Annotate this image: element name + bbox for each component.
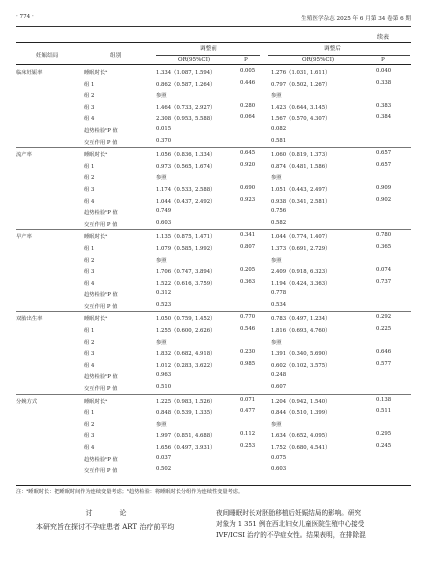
table-row xyxy=(16,218,411,230)
or-after: 0.082 xyxy=(271,125,287,132)
or-before: 1.706（0.747, 3.894） xyxy=(156,269,216,276)
journal-title: 生殖医学杂志 2025 年 6 月第 34 卷第 6 期 xyxy=(301,16,411,22)
row-label: 趋势检验ᵇP 值 xyxy=(84,127,118,134)
col-after-header: 调整后 xyxy=(324,46,341,52)
row-label: 趋势检验ᵇP 值 xyxy=(84,374,118,381)
p-after: 0.245 xyxy=(376,443,392,449)
or-before: 参照 xyxy=(156,175,167,182)
results-table-body xyxy=(16,66,411,476)
outcome-group xyxy=(16,394,411,476)
table-row xyxy=(16,464,411,476)
or-after: 参照 xyxy=(271,93,282,100)
p-after: 0.646 xyxy=(376,349,392,356)
row-label: 睡眠时长ᵃ xyxy=(84,316,108,323)
row-label: 睡眠时长ᵃ xyxy=(84,152,108,159)
or-after: 1.276（1.031, 1.611） xyxy=(271,70,331,76)
or-before: 1.464（0.733, 2.927） xyxy=(156,104,216,111)
or-after: 1.051（0.443, 2.497） xyxy=(271,186,331,193)
or-after: 1.752（0.680, 4.541） xyxy=(271,445,331,451)
running-header xyxy=(16,12,411,27)
p-after: 0.909 xyxy=(376,184,392,191)
before-subrule xyxy=(156,55,260,56)
p-after: 0.295 xyxy=(376,431,392,438)
p-before: 0.363 xyxy=(240,278,256,285)
p-after: 0.780 xyxy=(376,232,392,239)
table-row xyxy=(16,312,411,324)
row-label: 交互作用 P 值 xyxy=(84,303,118,310)
row-label: 组 1 xyxy=(84,81,95,88)
p-before: 0.446 xyxy=(240,79,256,86)
p-before: 0.923 xyxy=(240,196,256,203)
discussion-title: 讨 论 xyxy=(85,509,137,517)
row-label: 睡眠时长ᵃ xyxy=(84,398,108,405)
or-before: 0.502 xyxy=(156,466,172,473)
or-after: 参照 xyxy=(271,257,282,264)
table-row xyxy=(16,300,411,312)
or-before: 1.225（0.983, 1.526） xyxy=(156,398,216,405)
or-after: 2.409（0.918, 6.323） xyxy=(271,269,331,276)
or-after: 0.603 xyxy=(271,466,287,473)
table-row xyxy=(16,382,411,394)
or-after: 0.844（0.510, 1.399） xyxy=(271,410,331,417)
or-before: 0.510 xyxy=(156,384,172,391)
row-label: 组 3 xyxy=(84,186,95,193)
p-before: 0.005 xyxy=(240,68,256,74)
table-row xyxy=(16,406,411,418)
or-after: 0.756 xyxy=(271,208,287,215)
or-before: 1.044（0.437, 2.492） xyxy=(156,198,216,205)
table-row xyxy=(16,66,411,78)
p-after: 0.338 xyxy=(376,79,392,86)
outcome-group xyxy=(16,66,411,147)
or-before: 参照 xyxy=(156,339,167,346)
row-label: 趋势检验ᵇP 值 xyxy=(84,292,118,299)
right-line-1: 夜间睡眠时长对胚胎移植后妊娠结局的影响。研究 xyxy=(216,509,362,517)
right-line-2: 对象为 1 351 例在西北妇女儿童医院生殖中心接受 xyxy=(216,520,365,528)
row-label: 组 1 xyxy=(84,328,95,335)
p-before: 0.205 xyxy=(240,267,256,274)
table-row xyxy=(16,441,411,453)
p-after: 0.657 xyxy=(376,161,392,168)
or-before: 0.015 xyxy=(156,125,172,132)
table-row xyxy=(16,395,411,407)
table-row xyxy=(16,359,411,371)
or-after: 1.044（0.774, 1.407） xyxy=(271,234,331,241)
table-row xyxy=(16,347,411,359)
or-after: 0.248 xyxy=(271,372,287,379)
table-row xyxy=(16,418,411,430)
p-after: 0.074 xyxy=(376,267,392,274)
table-row xyxy=(16,195,411,207)
col-or-before-header: OR(95%CI) xyxy=(178,57,211,63)
outcome-name: 分娩方式 xyxy=(16,398,38,405)
p-before: 0.985 xyxy=(240,360,256,367)
p-before: 0.341 xyxy=(240,232,256,239)
or-before: 0.312 xyxy=(156,290,172,297)
or-before: 1.174（0.533, 2.588） xyxy=(156,186,216,193)
after-subrule xyxy=(268,55,410,56)
row-label: 组 4 xyxy=(84,280,95,287)
p-before: 0.690 xyxy=(240,184,256,191)
p-before: 0.112 xyxy=(240,431,256,438)
row-label: 趋势检验ᵇP 值 xyxy=(84,456,118,463)
col-p-before-header: P xyxy=(244,57,248,63)
or-before: 参照 xyxy=(156,421,167,428)
row-label: 组 3 xyxy=(84,269,95,276)
row-label: 组 1 xyxy=(84,163,95,170)
table-row xyxy=(16,370,411,382)
table-row xyxy=(16,160,411,172)
or-after: 0.778 xyxy=(271,290,287,297)
table-row xyxy=(16,230,411,242)
row-label: 组 3 xyxy=(84,351,95,358)
row-label: 交互作用 P 值 xyxy=(84,139,118,146)
discussion-section xyxy=(22,508,200,533)
table-row xyxy=(16,254,411,266)
or-after: 1.816（0.693, 4.760） xyxy=(271,328,331,335)
p-after: 0.384 xyxy=(376,114,392,121)
p-before: 0.280 xyxy=(240,102,256,109)
p-before: 0.071 xyxy=(240,396,256,403)
or-before: 1.522（0.616, 3.759） xyxy=(156,280,216,287)
outcome-name: 双胎出生率 xyxy=(16,316,43,323)
or-before: 1.656（0.497, 3.931） xyxy=(156,445,216,451)
or-after: 0.582 xyxy=(271,219,287,226)
or-after: 参照 xyxy=(271,421,282,428)
p-after: 0.138 xyxy=(376,396,392,403)
or-after: 0.874（0.481, 1.586） xyxy=(271,163,331,170)
table-row xyxy=(16,136,411,148)
table-row xyxy=(16,89,411,101)
table-top-rule xyxy=(16,42,411,43)
or-before: 0.973（0.565, 1.674） xyxy=(156,163,216,170)
row-label: 组 2 xyxy=(84,421,95,428)
or-before: 0.749 xyxy=(156,208,172,215)
row-label: 组 2 xyxy=(84,175,95,182)
outcome-group xyxy=(16,311,411,393)
or-before: 1.832（0.682, 4.918） xyxy=(156,351,216,358)
row-label: 组 4 xyxy=(84,445,95,451)
or-after: 1.423（0.644, 3.145） xyxy=(271,104,331,111)
p-before: 0.546 xyxy=(240,326,256,333)
row-label: 趋势检验ᵇP 值 xyxy=(84,210,118,217)
or-after: 1.634（0.652, 4.095） xyxy=(271,433,331,440)
table-row xyxy=(16,206,411,218)
col-before-header: 调整前 xyxy=(200,46,217,52)
table-row xyxy=(16,112,411,124)
or-before: 0.523 xyxy=(156,301,172,308)
table-bottom-rule xyxy=(16,485,411,486)
table-row xyxy=(16,183,411,195)
or-before: 0.037 xyxy=(156,454,172,461)
row-label: 组 1 xyxy=(84,410,95,417)
row-label: 组 4 xyxy=(84,198,95,205)
table-row xyxy=(16,78,411,90)
p-after: 0.383 xyxy=(376,102,392,109)
or-after: 0.581 xyxy=(271,137,287,144)
or-after: 0.797（0.502, 1.267） xyxy=(271,81,331,88)
row-label: 组 3 xyxy=(84,104,95,111)
col-group-header: 组别 xyxy=(110,53,122,59)
table-row xyxy=(16,277,411,289)
table-footnote: 注：ᵃ睡眠时长：把睡眠时间作为连续变量考虑；ᵇ趋势检验：将睡眠时长分组作为连续性变量考虑。 xyxy=(16,489,244,495)
or-before: 1.050（0.759, 1.452） xyxy=(156,316,216,323)
table-row xyxy=(16,336,411,348)
or-before: 0.848（0.539, 1.335） xyxy=(156,410,216,417)
row-label: 交互作用 P 值 xyxy=(84,221,118,228)
discussion-paragraph: 本研究旨在探讨不孕症患者 ART 治疗前平均 xyxy=(36,523,175,531)
table-row xyxy=(16,265,411,277)
or-before: 1.056（0.836, 1.334） xyxy=(156,152,216,159)
p-after: 0.902 xyxy=(376,196,392,203)
row-label: 组 2 xyxy=(84,93,95,100)
row-label: 组 1 xyxy=(84,245,95,252)
table-row xyxy=(16,324,411,336)
p-after: 0.365 xyxy=(376,243,392,250)
or-after: 0.602（0.102, 3.575） xyxy=(271,362,331,369)
row-label: 睡眠时长ᵃ xyxy=(84,234,108,241)
table-row xyxy=(16,101,411,113)
row-label: 组 2 xyxy=(84,257,95,264)
p-before: 0.064 xyxy=(240,114,256,121)
row-label: 组 4 xyxy=(84,116,95,123)
table-row xyxy=(16,288,411,300)
row-label: 组 3 xyxy=(84,433,95,440)
p-after: 0.292 xyxy=(376,314,392,321)
or-after: 参照 xyxy=(271,339,282,346)
p-before: 0.807 xyxy=(240,243,256,250)
or-after: 1.060（0.819, 1.373） xyxy=(271,152,331,159)
row-label: 组 4 xyxy=(84,362,95,369)
or-before: 0.963 xyxy=(156,372,172,379)
or-after: 0.938（0.341, 2.581） xyxy=(271,198,331,205)
or-before: 参照 xyxy=(156,257,167,264)
or-after: 0.607 xyxy=(271,384,287,391)
p-before: 0.477 xyxy=(240,408,256,415)
row-label: 睡眠时长ᵃ xyxy=(84,70,108,76)
or-before: 1.997（0.851, 4.688） xyxy=(156,433,216,440)
table-header-rule xyxy=(16,64,411,65)
table-row xyxy=(16,124,411,136)
continued-label: 续表 xyxy=(376,34,389,41)
or-after: 0.075 xyxy=(271,454,287,461)
or-before: 2.308（0.953, 5.588） xyxy=(156,116,216,123)
outcome-group xyxy=(16,229,411,311)
p-after: 0.225 xyxy=(376,326,392,333)
p-after: 0.737 xyxy=(376,278,392,285)
outcome-name: 临床妊娠率 xyxy=(16,70,43,76)
or-after: 1.373（0.691, 2.729） xyxy=(271,245,331,252)
row-label: 交互作用 P 值 xyxy=(84,468,118,475)
or-before: 1.334（1.087, 1.594） xyxy=(156,70,216,76)
or-after: 1.567（0.570, 4.307） xyxy=(271,116,331,123)
right-column-text xyxy=(216,508,412,541)
col-or-after-header: OR(95%CI) xyxy=(302,57,335,63)
or-after: 1.391（0.340, 5.690） xyxy=(271,351,331,358)
col-outcome-header: 妊娠结局 xyxy=(36,53,59,59)
p-before: 0.230 xyxy=(240,349,256,356)
table-row xyxy=(16,148,411,160)
or-before: 1.255（0.600, 2.626） xyxy=(156,328,216,335)
or-before: 1.012（0.283, 3.622） xyxy=(156,362,216,369)
p-before: 0.770 xyxy=(240,314,256,321)
or-before: 参照 xyxy=(156,93,167,100)
or-before: 0.370 xyxy=(156,137,172,144)
p-after: 0.511 xyxy=(376,408,392,415)
or-before: 0.862（0.587, 1.264） xyxy=(156,81,216,88)
or-after: 1.194（0.424, 3.363） xyxy=(271,280,331,287)
table-row xyxy=(16,242,411,254)
or-after: 0.534 xyxy=(271,301,287,308)
table-row xyxy=(16,429,411,441)
p-after: 0.040 xyxy=(376,68,392,74)
outcome-name: 流产率 xyxy=(16,152,32,159)
page-number: · 774 · xyxy=(16,14,34,20)
or-after: 0.783（0.497, 1.234） xyxy=(271,316,331,323)
p-after: 0.657 xyxy=(376,150,392,157)
or-before: 1.135（0.875, 1.471） xyxy=(156,234,216,241)
row-label: 组 2 xyxy=(84,339,95,346)
outcome-group xyxy=(16,147,411,229)
p-before: 0.920 xyxy=(240,161,256,168)
or-before: 1.079（0.585, 1.992） xyxy=(156,245,216,252)
p-before: 0.253 xyxy=(240,443,256,449)
or-after: 参照 xyxy=(271,175,282,182)
row-label: 交互作用 P 值 xyxy=(84,386,118,393)
p-before: 0.645 xyxy=(240,150,256,157)
col-p-after-header: P xyxy=(381,57,385,63)
table-row xyxy=(16,171,411,183)
or-after: 1.204（0.942, 1.540） xyxy=(271,398,331,405)
p-after: 0.577 xyxy=(376,360,392,367)
outcome-name: 早产率 xyxy=(16,234,32,241)
right-line-3: IVF/ICSI 治疗的不孕症女性。结果表明，在排除混 xyxy=(216,531,366,539)
table-row xyxy=(16,453,411,465)
or-before: 0.603 xyxy=(156,219,172,226)
